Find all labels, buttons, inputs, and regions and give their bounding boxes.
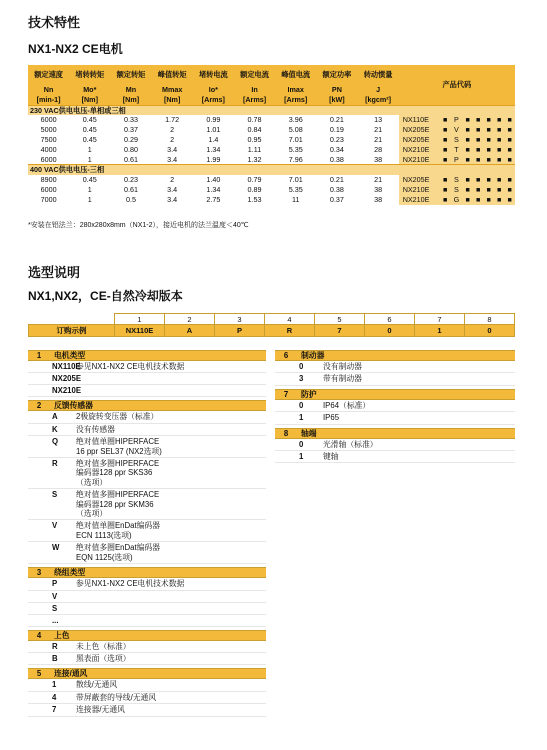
option-group-title: 绕组类型 <box>54 568 86 578</box>
order-values-row <box>29 325 515 337</box>
winding-code: P <box>450 155 462 165</box>
option-group-number: 5 <box>36 669 42 679</box>
code-cell: ■ <box>440 195 450 205</box>
option-description: 连接器/无通风 <box>76 705 125 715</box>
spec-value: 3.4 <box>167 194 178 204</box>
spec-value: 0.29 <box>123 134 138 144</box>
option-group-title: 制动器 <box>301 351 325 360</box>
option-item <box>275 373 515 385</box>
code-cell: ■ <box>440 145 450 155</box>
option-code: NX110E <box>52 362 81 371</box>
option-description: 绝对值单圈HIPERFACE 16 ppr SEL37 (NX2选项) <box>76 437 162 456</box>
option-group-number: 1 <box>36 351 42 360</box>
winding-code: T <box>450 145 462 155</box>
spec-header-cell: 转动惯量 <box>358 65 399 85</box>
spec-unit-cell: J [kgcm²] <box>358 85 399 105</box>
spec-value: 0.23 <box>123 175 138 185</box>
spec-unit-cell: Mmax [Nm] <box>152 85 193 105</box>
order-position-number: 7 <box>415 314 465 325</box>
option-code: W <box>52 543 60 553</box>
spec-table <box>28 65 515 205</box>
option-code: 0 <box>299 439 304 449</box>
option-item <box>28 489 266 520</box>
spec-value: 0.5 <box>125 194 136 204</box>
option-code: 0 <box>299 400 304 410</box>
spec-value: 7500 <box>40 134 57 144</box>
option-item <box>28 641 266 653</box>
code-cell: ■ <box>494 195 504 205</box>
option-item <box>28 591 266 603</box>
code-cell: ■ <box>483 185 493 195</box>
spec-value: 5000 <box>40 125 57 135</box>
option-description: 绝对值多圈HIPERFACE 编码器128 ppr SKS36 （选项） <box>76 459 160 487</box>
spec-value: 3.4 <box>167 154 178 164</box>
spec-value: 1.01 <box>206 125 221 135</box>
order-value: P <box>215 325 265 337</box>
option-group <box>28 400 266 564</box>
option-group <box>275 389 515 425</box>
spec-value: 1 <box>87 144 92 154</box>
option-item <box>28 424 266 436</box>
option-item <box>28 692 266 704</box>
spec-value: 0.45 <box>82 175 97 185</box>
option-group-number: 4 <box>36 630 42 640</box>
spec-row <box>28 145 515 155</box>
code-cell: ■ <box>440 115 450 125</box>
spec-value: 3.4 <box>167 184 178 194</box>
order-position-number: 3 <box>215 314 265 325</box>
spec-value: 0.45 <box>82 134 97 144</box>
spec-value: 0.19 <box>329 125 344 135</box>
code-cell: ■ <box>473 125 483 135</box>
option-group-header <box>28 668 266 679</box>
option-description: 绝对值多圈HIPERFACE 编码器128 ppr SKM36 （选项） <box>76 490 160 519</box>
code-cell: ■ <box>473 185 483 195</box>
spec-value: 6000 <box>40 115 57 125</box>
code-cell: ■ <box>483 195 493 205</box>
option-code: ... <box>52 615 59 625</box>
option-group-header <box>28 567 266 578</box>
option-group-header <box>28 630 266 641</box>
option-description: 2极旋转变压器（标准） <box>76 412 159 422</box>
spec-unit-cell: PN [kW] <box>316 85 357 105</box>
code-cell: ■ <box>462 115 472 125</box>
option-code: P <box>52 579 58 589</box>
order-value: 0 <box>365 325 415 337</box>
code-cell: ■ <box>483 155 493 165</box>
spec-header-cell: 额定速度 <box>28 65 69 85</box>
option-item <box>28 603 266 615</box>
option-description: 参见NX1-NX2 CE电机技术数据 <box>76 362 185 371</box>
spec-value: 21 <box>374 125 383 135</box>
spec-value: 2.75 <box>206 194 221 204</box>
spec-value: 0.99 <box>206 115 221 125</box>
spec-value: 0.95 <box>247 134 262 144</box>
option-description: 没有制动器 <box>323 362 362 371</box>
option-group-number: 7 <box>283 389 289 399</box>
code-cell: ■ <box>494 155 504 165</box>
option-group-title: 连接/通风 <box>54 669 88 679</box>
code-cell: ■ <box>473 155 483 165</box>
spec-value: 1.99 <box>206 154 221 164</box>
product-code: NX210E <box>399 155 440 165</box>
spec-value: 21 <box>374 175 383 185</box>
spec-header-cell: 堵转电流 <box>193 65 234 85</box>
option-group-title: 反馈传感器 <box>54 401 93 411</box>
product-code: NX110E <box>399 115 440 125</box>
spec-value: 0.37 <box>329 194 344 204</box>
code-cell: ■ <box>462 135 472 145</box>
code-cell: ■ <box>462 125 472 135</box>
option-group-number: 8 <box>283 428 289 438</box>
option-code: S <box>52 490 58 500</box>
product-code: NX205E <box>399 125 440 135</box>
spec-value: 1 <box>87 184 92 194</box>
spec-value: 2 <box>170 134 175 144</box>
option-group <box>275 350 515 386</box>
spec-value: 0.37 <box>123 125 138 135</box>
spec-header-cn <box>28 65 515 85</box>
winding-code: S <box>450 135 462 145</box>
spec-value: 0.78 <box>247 115 262 125</box>
spec-value: 0.23 <box>329 134 344 144</box>
code-cell: ■ <box>473 145 483 155</box>
option-item <box>28 458 266 489</box>
spec-value: 38 <box>374 184 383 194</box>
code-cell: ■ <box>504 115 515 125</box>
option-item <box>28 704 266 716</box>
code-cell: ■ <box>504 175 515 185</box>
option-item <box>28 385 266 397</box>
option-code: NX210E <box>52 386 82 396</box>
option-description: 绝对值多圈EnDat编码器 EQN 1125(选项) <box>76 543 161 562</box>
spec-value: 0.38 <box>329 154 344 164</box>
option-group-header <box>28 350 266 361</box>
code-cell: ■ <box>440 175 450 185</box>
code-cell: ■ <box>494 125 504 135</box>
code-cell: ■ <box>494 145 504 155</box>
spec-value: 13 <box>374 115 383 125</box>
spec-unit-cell: Nn [min-1] <box>28 85 69 105</box>
option-code: V <box>52 521 58 531</box>
code-cell: ■ <box>504 145 515 155</box>
option-description: 光滑轴（标准） <box>323 439 378 449</box>
option-item <box>28 436 266 458</box>
option-code: 0 <box>299 362 304 371</box>
winding-code: P <box>450 115 462 125</box>
winding-code: S <box>450 185 462 195</box>
spec-value: 1.72 <box>165 115 180 125</box>
spec-header-cell: 额定电流 <box>234 65 275 85</box>
spec-value: 0.21 <box>329 175 344 185</box>
winding-code: S <box>450 175 462 185</box>
spec-section-label: 400 VAC供电电压-三相 <box>28 165 515 175</box>
option-group <box>28 668 266 716</box>
code-cell: ■ <box>473 195 483 205</box>
code-cell: ■ <box>473 115 483 125</box>
option-description: IP65 <box>323 413 340 423</box>
code-cell: ■ <box>440 125 450 135</box>
spec-value: 0.34 <box>329 144 344 154</box>
order-label: 订购示例 <box>29 325 115 337</box>
code-cell: ■ <box>483 115 493 125</box>
spec-row <box>28 195 515 205</box>
option-group-header <box>28 400 266 411</box>
code-cell: ■ <box>504 135 515 145</box>
order-position-number: 8 <box>465 314 515 325</box>
order-position-number: 6 <box>365 314 415 325</box>
spec-section-400v <box>28 165 515 175</box>
option-group-title: 上色 <box>54 630 70 640</box>
option-code: 3 <box>299 374 304 384</box>
code-cell: ■ <box>494 175 504 185</box>
series-title: NX1-NX2 CE电机 <box>28 42 123 56</box>
spec-value: 4000 <box>40 144 57 154</box>
option-group-title: 防护 <box>301 389 317 399</box>
product-code: NX210E <box>399 185 440 195</box>
option-group-title: 轴端 <box>301 428 317 438</box>
options-right <box>275 350 515 466</box>
product-code: NX210E <box>399 145 440 155</box>
option-item <box>275 400 515 412</box>
option-description: 没有传感器 <box>76 424 115 434</box>
code-cell: ■ <box>462 155 472 165</box>
spec-value: 7000 <box>40 194 57 204</box>
spec-row <box>28 175 515 185</box>
spec-value: 6000 <box>40 154 57 164</box>
spec-value: 1.34 <box>206 184 221 194</box>
option-code: S <box>52 603 58 613</box>
options-left <box>28 350 266 720</box>
spec-value: 21 <box>374 134 383 144</box>
spec-value: 0.89 <box>247 184 262 194</box>
code-cell: ■ <box>504 185 515 195</box>
option-item <box>275 412 515 424</box>
spec-value: 2 <box>170 175 175 185</box>
option-item <box>275 439 515 451</box>
spec-value: 3.96 <box>288 115 303 125</box>
spec-value: 0.45 <box>82 115 97 125</box>
spec-value: 1.4 <box>208 134 219 144</box>
option-description: 带屏蔽套的导线/无通风 <box>76 692 157 702</box>
code-cell: ■ <box>462 185 472 195</box>
spec-value: 7.01 <box>288 175 303 185</box>
option-group-header <box>275 350 515 361</box>
spec-row <box>28 155 515 165</box>
spec-value: 8900 <box>40 175 57 185</box>
spec-row <box>28 125 515 135</box>
code-cell: ■ <box>494 135 504 145</box>
order-numbers-row <box>29 314 515 325</box>
spec-value: 3.4 <box>167 144 178 154</box>
option-item <box>28 361 266 373</box>
option-description: 黑表面（选项） <box>76 653 131 663</box>
option-group-number: 2 <box>36 401 42 411</box>
order-position-number: 2 <box>165 314 215 325</box>
option-item <box>275 451 515 463</box>
option-item <box>275 361 515 373</box>
option-code: V <box>52 591 58 601</box>
option-code: 1 <box>299 452 304 462</box>
spec-unit-cell: Io* [Arms] <box>193 85 234 105</box>
code-cell: ■ <box>462 195 472 205</box>
product-code: NX210E <box>399 195 440 205</box>
option-item <box>28 373 266 385</box>
option-item <box>28 578 266 590</box>
option-description: IP64（标准） <box>323 400 371 410</box>
spec-value: 1 <box>87 154 92 164</box>
option-group-header <box>275 428 515 439</box>
option-item <box>28 542 266 564</box>
option-group <box>275 428 515 464</box>
spec-row <box>28 115 515 125</box>
spec-value: 38 <box>374 154 383 164</box>
option-item <box>28 411 266 423</box>
order-position-number: 1 <box>115 314 165 325</box>
code-cell: ■ <box>494 115 504 125</box>
spec-value: 0.45 <box>82 125 97 135</box>
spec-value: 1.32 <box>247 154 262 164</box>
code-cell: ■ <box>504 195 515 205</box>
spec-unit-cell: In [Arms] <box>234 85 275 105</box>
winding-code: G <box>450 195 462 205</box>
code-cell: ■ <box>440 155 450 165</box>
spec-value: 1.11 <box>247 144 262 154</box>
spec-value: 7.01 <box>288 134 303 144</box>
code-cell: ■ <box>483 145 493 155</box>
spec-unit-cell: Imax [Arms] <box>275 85 316 105</box>
option-description: 带有制动器 <box>323 374 362 384</box>
winding-code: V <box>450 125 462 135</box>
spec-value: 2 <box>170 125 175 135</box>
code-cell: ■ <box>504 155 515 165</box>
code-cell: ■ <box>473 135 483 145</box>
spec-value: 1.53 <box>247 194 262 204</box>
option-code: R <box>52 459 58 469</box>
code-cell: ■ <box>462 145 472 155</box>
code-cell: ■ <box>494 185 504 195</box>
option-description: 键轴 <box>323 452 339 462</box>
option-group <box>28 567 266 626</box>
option-code: K <box>52 424 58 434</box>
page-title: 技术特性 <box>28 15 81 30</box>
option-item <box>28 679 266 691</box>
version-title: NX1,NX2，CE-自然冷却版本 <box>28 289 183 303</box>
spec-header-cell: 产品代码 <box>399 65 515 105</box>
option-code: Q <box>52 437 59 447</box>
order-example-table <box>28 313 515 337</box>
code-cell: ■ <box>483 135 493 145</box>
spec-header-cell: 额定转矩 <box>110 65 151 85</box>
code-cell: ■ <box>462 175 472 185</box>
spec-value: 0.33 <box>123 115 138 125</box>
spec-value: 1.34 <box>206 144 221 154</box>
option-group-number: 6 <box>283 351 289 360</box>
spec-value: 28 <box>374 144 383 154</box>
spec-value: 38 <box>374 194 383 204</box>
spec-value: 0.61 <box>123 184 138 194</box>
spec-value: 1.40 <box>206 175 221 185</box>
option-code: NX205E <box>52 374 82 384</box>
order-position-number: 5 <box>315 314 365 325</box>
option-group-title: 电机类型 <box>54 351 86 360</box>
option-code: 7 <box>52 705 57 715</box>
spec-value: 0.84 <box>247 125 262 135</box>
order-value: NX110E <box>115 325 165 337</box>
spec-value: 1 <box>87 194 92 204</box>
code-cell: ■ <box>473 175 483 185</box>
selection-title: 选型说明 <box>28 265 81 280</box>
order-value: A <box>165 325 215 337</box>
option-group-number: 3 <box>36 568 42 578</box>
option-item <box>28 653 266 665</box>
spec-header-cell: 峰值转矩 <box>152 65 193 85</box>
order-blank-cell <box>29 314 115 325</box>
option-item <box>28 520 266 542</box>
spec-value: 5.35 <box>288 144 303 154</box>
mount-note: *安装在铝法兰：280x280x8mm（NX1-2），接近电机的法兰温度＜40℃ <box>28 222 249 229</box>
code-cell: ■ <box>483 175 493 185</box>
spec-value: 0.38 <box>329 184 344 194</box>
code-cell: ■ <box>483 125 493 135</box>
option-code: B <box>52 653 58 663</box>
order-value: 1 <box>415 325 465 337</box>
option-description: 散线/无通风 <box>76 680 118 690</box>
option-description: 绝对值单圈EnDat编码器 ECN 1113(选项) <box>76 521 161 540</box>
spec-unit-cell: Mo* [Nm] <box>69 85 110 105</box>
code-cell: ■ <box>440 135 450 145</box>
order-value: 0 <box>465 325 515 337</box>
spec-value: 6000 <box>40 184 57 194</box>
spec-value: 0.21 <box>329 115 344 125</box>
option-item <box>28 615 266 627</box>
order-position-number: 4 <box>265 314 315 325</box>
spec-row <box>28 185 515 195</box>
option-group-header <box>275 389 515 400</box>
option-code: 1 <box>299 413 304 423</box>
option-group <box>28 350 266 397</box>
option-group <box>28 630 266 666</box>
spec-header-cell: 额定功率 <box>316 65 357 85</box>
spec-header-cell: 堵转转矩 <box>69 65 110 85</box>
spec-value: 0.79 <box>247 175 262 185</box>
option-code: 1 <box>52 680 57 690</box>
spec-header-cell: 峰值电流 <box>275 65 316 85</box>
option-code: A <box>52 412 58 422</box>
spec-section-label: 230 VAC供电电压-单相或三相 <box>28 105 515 115</box>
spec-value: 0.61 <box>123 154 138 164</box>
product-code: NX205E <box>399 175 440 185</box>
option-code: 4 <box>52 692 57 702</box>
option-description: 参见NX1-NX2 CE电机技术数据 <box>76 579 185 589</box>
code-cell: ■ <box>440 185 450 195</box>
spec-value: 11 <box>291 194 300 204</box>
spec-value: 0.80 <box>123 144 138 154</box>
spec-row <box>28 135 515 145</box>
spec-value: 7.96 <box>288 154 303 164</box>
spec-value: 5.35 <box>288 184 303 194</box>
spec-unit-cell: Mn [Nm] <box>110 85 151 105</box>
option-code: R <box>52 641 58 651</box>
product-code: NX205E <box>399 135 440 145</box>
code-cell: ■ <box>504 125 515 135</box>
spec-section-230v <box>28 105 515 115</box>
spec-value: 5.08 <box>288 125 303 135</box>
option-description: 未上色（标准） <box>76 641 131 651</box>
order-value: R <box>265 325 315 337</box>
order-value: 7 <box>315 325 365 337</box>
